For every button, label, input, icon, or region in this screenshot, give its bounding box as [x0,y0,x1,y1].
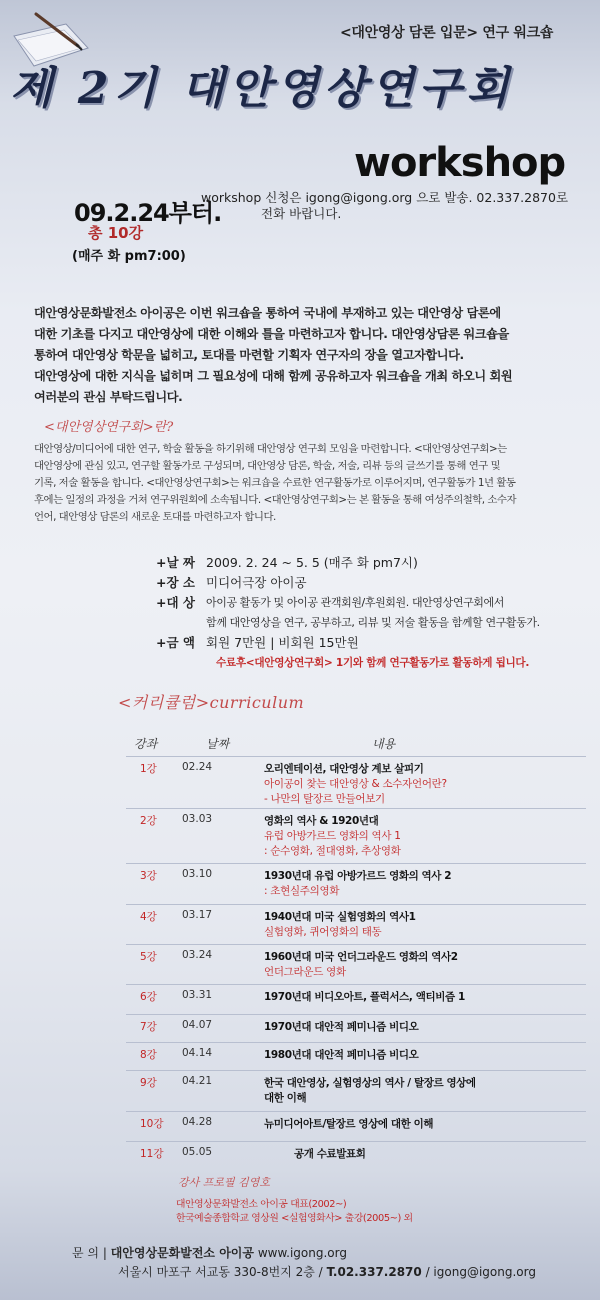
table-row [126,863,586,904]
table-row [126,904,586,944]
instructor-profile [176,1198,413,1226]
whatis-paragraph [34,441,582,526]
session-topic: 뉴미디어아트/탈장르 영상에 대한 이해 [264,1118,434,1130]
intro-line: 대안영상문화발전소 아이공은 이번 워크숍을 통하여 국내에 부재하고 있는 대안영상 담론에 [34,306,501,320]
table-row [126,1141,586,1171]
session-date: 04.28 [182,1116,213,1128]
session-topic: 한국 대안영상, 실험영상의 역사 / 탈장르 영상에 [264,1077,476,1089]
session-date: 03.31 [182,989,213,1001]
email: / igong@igong.org [425,1265,536,1279]
curriculum-title: <커리큘럼>curriculum [118,693,305,712]
start-date: 09.2.24부터. [74,199,222,227]
apply-line: workshop 신청은 igong@igong.org 으로 발송. 02.337.2870로 [201,190,569,205]
header-subtitle: <대안영상 담론 입문> 연구 워크숍 [340,25,554,41]
session-number: 11강 [140,1148,164,1160]
session-date: 04.07 [182,1019,213,1031]
session-subtopic: 언더그라운드 영화 [264,966,346,978]
target-label: +대 상 [156,595,195,610]
session-number: 7강 [140,1021,157,1033]
table-row [126,984,586,1014]
session-date: 03.10 [182,868,213,880]
whatis-line: 후에는 일정의 과정을 거쳐 연구위원회에 소속됩니다. <대안영상연구회>는 본 활동을 통해 여성주의철학, 소수자 [34,494,517,506]
whatis-line: 대안영상에 관심 있고, 연구할 활동가로 구성되며, 대안영상 담론, 학술, 저술, 리뷰 등의 글쓰기를 통해 연구 및 [34,460,501,472]
intro-line: 대안영상에 대한 지식을 넓히며 그 필요성에 대해 함께 공유하고자 워크숍을 개최 하오니 회원 [34,369,513,383]
session-topic: 1940년대 미국 실험영화의 역사1 [264,911,416,923]
event-info [156,553,596,673]
page-title: 제 2기 대안영상연구회 [10,63,514,114]
whatis-line: 언어, 대안영상 담론의 새로운 토대를 마련하고자 합니다. [34,511,276,523]
contact-org: 대안영상문화발전소 아이공 [110,1246,254,1260]
whatis-line: 기록, 저술 활동을 합니다. <대안영상연구회>는 워크숍을 수료한 연구활동가로 이루어지며, 연구활동가 1년 활동 [34,477,516,489]
session-number: 1강 [140,763,157,775]
contact-label: 문 의 | [72,1246,107,1260]
table-row [126,1042,586,1070]
place-value: 미디어극장 아이공 [206,575,307,590]
session-subtopic: 유럽 아방가르드 영화의 역사 1 [264,830,401,842]
header-content: 내용 [372,736,396,751]
fee-note: 수료후<대안영상연구회> 1기와 함께 연구활동가로 활동하게 됩니다. [216,657,530,669]
apply-line: 전화 바랍니다. [261,206,342,221]
place-label: +장 소 [156,575,195,590]
intro-line: 여러분의 관심 부탁드립니다. [34,390,183,404]
intro-paragraph [34,303,582,408]
table-row [126,1014,586,1042]
instructor-title: 강사 프로필 김영호 [178,1176,271,1189]
session-date: 04.21 [182,1075,213,1087]
website-link[interactable]: www.igong.org [257,1246,347,1260]
total-sessions: 총 10강 [88,224,144,242]
apply-info [201,190,591,222]
session-number: 2강 [140,815,157,827]
session-subtopic: 아이공이 찾는 대안영상 & 소수자언어란? [264,778,447,790]
session-number: 10강 [140,1118,164,1130]
instructor-line: 한국예술종합학교 영상원 <실험영화사> 출강(2005~) 외 [176,1213,413,1224]
intro-line: 대한 기초를 다지고 대안영상에 대한 이해와 틀을 마련하고자 합니다. 대안영상담론 워크숍을 [34,327,509,341]
session-topic: 대한 이해 [264,1092,307,1104]
session-subtopic: : 초현실주의영화 [264,885,340,897]
session-topic: 영화의 역사 & 1920년대 [264,815,379,827]
instructor-line: 대안영상문화발전소 아이공 대표(2002~) [176,1199,347,1210]
whatis-title: <대안영상연구회>란? [44,420,174,435]
session-subtopic: : 순수영화, 절대영화, 추상영화 [264,845,401,857]
whatis-line: 대안영상/미디어에 대한 연구, 학술 활동을 하기위해 대안영상 연구회 모임을 마련합니다. <대안영상연구회>는 [34,443,507,455]
phone: T.02.337.2870 [326,1265,422,1279]
fee-label: +금 액 [156,635,195,650]
date-label: +날 짜 [156,555,195,570]
target-value: 함께 대안영상을 연구, 공부하고, 리뷰 및 저술 활동을 함께할 연구활동가. [206,616,540,629]
table-row [126,1070,586,1111]
session-date: 03.24 [182,949,213,961]
table-row [126,756,586,808]
date-value: 2009. 2. 24 ~ 5. 5 (매주 화 pm7시) [206,555,418,570]
header-session: 강좌 [134,736,158,751]
target-value: 아이공 활동가 및 아이공 관객회원/후원회원. 대안영상연구회에서 [206,596,504,609]
session-number: 9강 [140,1077,157,1089]
table-row [126,944,586,984]
curriculum-table [126,730,586,1171]
session-number: 8강 [140,1049,157,1061]
table-header [126,730,586,756]
contact-info [72,1244,536,1282]
table-row [126,808,586,863]
weekly-time: (매주 화 pm7:00) [72,249,186,264]
table-row [126,1111,586,1141]
address: 서울시 마포구 서교동 330-8번지 2층 / [118,1265,323,1279]
session-number: 5강 [140,951,157,963]
session-topic: 1960년대 미국 언더그라운드 영화의 역사2 [264,951,458,963]
session-date: 03.17 [182,909,213,921]
session-subtopic: - 나만의 탈장르 만들어보기 [264,793,385,805]
session-number: 6강 [140,991,157,1003]
workshop-heading: workshop [354,140,566,186]
session-topic: 1970년대 대안적 페미니즘 비디오 [264,1021,419,1033]
fee-value: 회원 7만원 | 비회원 15만원 [206,635,359,650]
session-number: 4강 [140,911,157,923]
session-number: 3강 [140,870,157,882]
session-date: 05.05 [182,1146,213,1158]
session-date: 04.14 [182,1047,213,1059]
session-topic: 공개 수료발표회 [294,1148,366,1160]
session-topic: 1930년대 유럽 아방가르드 영화의 역사 2 [264,870,452,882]
session-topic: 오리엔테이션, 대안영상 계보 살피기 [264,763,424,775]
header-date: 날짜 [206,736,230,751]
session-date: 03.03 [182,813,213,825]
session-date: 02.24 [182,761,213,773]
session-topic: 1970년대 비디오아트, 플럭서스, 액티비즘 1 [264,991,465,1003]
intro-line: 통하여 대안영상 학문을 넓히고, 토대를 마련할 기획자 연구자의 장을 열고자합니다. [34,348,464,362]
session-subtopic: 실험영화, 퀴어영화의 태동 [264,926,382,938]
session-topic: 1980년대 대안적 페미니즘 비디오 [264,1049,419,1061]
